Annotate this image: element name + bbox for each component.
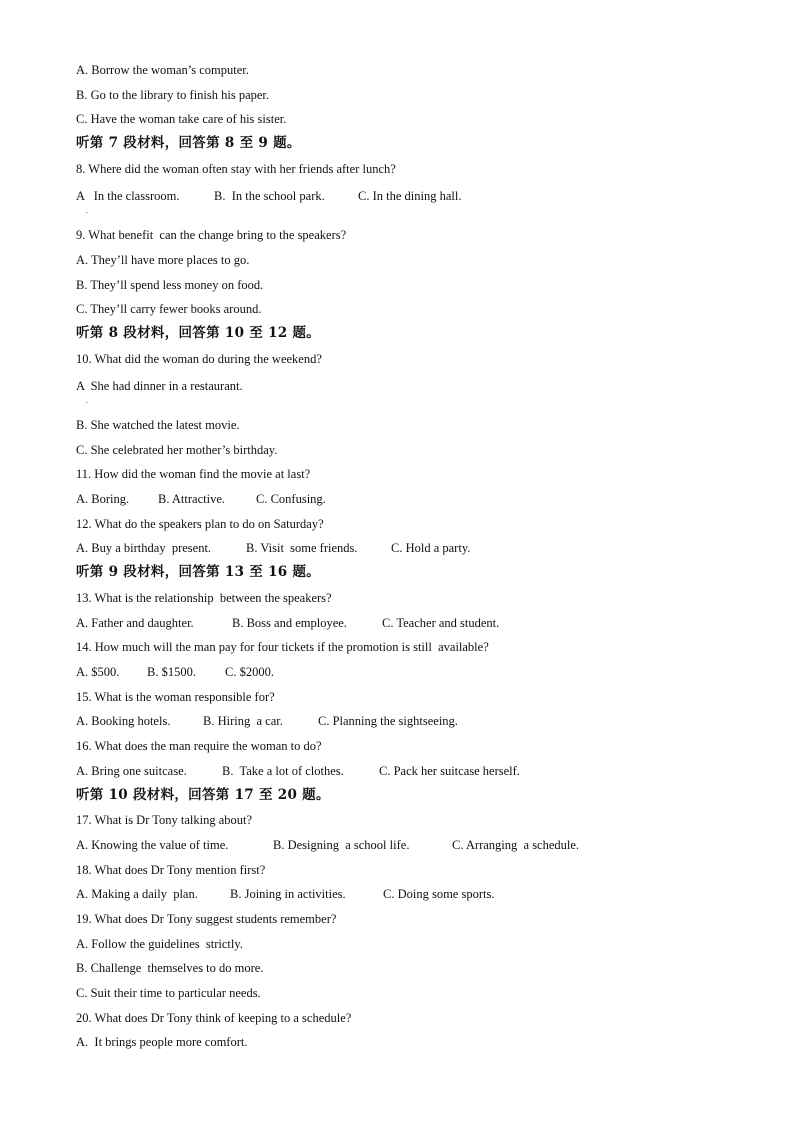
q18-option-c: C. Doing some sports. — [383, 887, 495, 901]
q10-option-a: A She had dinner in a restaurant. — [76, 379, 243, 393]
q13-option-c: C. Teacher and student. — [382, 616, 500, 630]
q8-options — [76, 188, 461, 204]
q14-options — [76, 664, 274, 680]
question-12: 12. What do the speakers plan to do on Saturday? — [76, 517, 324, 531]
q8-option-b: B. In the school park. — [214, 189, 325, 203]
section-heading-7: 听第 7 段材料，回答第 8 至 9 题。 — [76, 135, 301, 151]
q15-options — [76, 713, 458, 729]
q18-option-b: B. Joining in activities. — [230, 887, 346, 901]
q15-option-b: B. Hiring a car. — [203, 714, 283, 728]
q17-options — [76, 837, 579, 853]
question-11: 11. How did the woman find the movie at last? — [76, 467, 311, 481]
q9-option-a: A. They’ll have more places to go. — [76, 253, 250, 267]
q17-option-b: B. Designing a school life. — [273, 838, 410, 852]
q20-option-a: A. It brings people more comfort. — [76, 1035, 248, 1049]
q19-option-b: B. Challenge themselves to do more. — [76, 961, 264, 975]
question-19: 19. What does Dr Tony suggest students remember? — [76, 912, 337, 926]
question-17: 17. What is Dr Tony talking about? — [76, 813, 253, 827]
q10-option-b: B. She watched the latest movie. — [76, 418, 240, 432]
q14-option-a: A. $500. — [76, 665, 120, 679]
q12-option-b: B. Visit some friends. — [246, 541, 358, 555]
question-14: 14. How much will the man pay for four tickets if the promotion is still available? — [76, 640, 489, 654]
q19-option-a: A. Follow the guidelines strictly. — [76, 937, 243, 951]
q17-option-a: A. Knowing the value of time. — [76, 838, 229, 852]
question-18: 18. What does Dr Tony mention first? — [76, 863, 266, 877]
q7-option-c: C. Have the woman take care of his sister. — [76, 112, 287, 126]
q9-option-c: C. They’ll carry fewer books around. — [76, 302, 262, 316]
q18-option-a: A. Making a daily plan. — [76, 887, 198, 901]
question-15: 15. What is the woman responsible for? — [76, 690, 275, 704]
q12-option-a: A. Buy a birthday present. — [76, 541, 212, 555]
q14-option-b: B. $1500. — [147, 665, 196, 679]
question-10: 10. What did the woman do during the weekend? — [76, 352, 322, 366]
q8-option-c: C. In the dining hall. — [358, 189, 462, 203]
stray-mark: . — [86, 206, 88, 215]
q11-options — [76, 491, 326, 507]
q13-option-b: B. Boss and employee. — [232, 616, 347, 630]
section-heading-10: 听第 10 段材料，回答第 17 至 20 题。 — [76, 787, 330, 803]
q15-option-a: A. Booking hotels. — [76, 714, 171, 728]
section-heading-8: 听第 8 段材料，回答第 10 至 12 题。 — [76, 325, 321, 341]
q11-option-a: A. Boring. — [76, 492, 130, 506]
q14-option-c: C. $2000. — [225, 665, 274, 679]
question-20: 20. What does Dr Tony think of keeping to a schedule? — [76, 1011, 352, 1025]
q13-option-a: A. Father and daughter. — [76, 616, 194, 630]
q18-options — [76, 886, 494, 902]
q12-options — [76, 540, 470, 556]
q16-option-c: C. Pack her suitcase herself. — [379, 764, 520, 778]
q16-option-b: B. Take a lot of clothes. — [222, 764, 344, 778]
question-9: 9. What benefit can the change bring to the speakers? — [76, 228, 347, 242]
q11-option-b: B. Attractive. — [158, 492, 225, 506]
question-8: 8. Where did the woman often stay with her friends after lunch? — [76, 162, 396, 176]
q17-option-c: C. Arranging a schedule. — [452, 838, 580, 852]
q15-option-c: C. Planning the sightseeing. — [318, 714, 458, 728]
q10-option-c: C. She celebrated her mother’s birthday. — [76, 443, 278, 457]
q12-option-c: C. Hold a party. — [391, 541, 471, 555]
q19-option-c: C. Suit their time to particular needs. — [76, 986, 261, 1000]
q16-option-a: A. Bring one suitcase. — [76, 764, 187, 778]
q9-option-b: B. They’ll spend less money on food. — [76, 278, 264, 292]
question-13: 13. What is the relationship between the speakers? — [76, 591, 332, 605]
q7-option-b: B. Go to the library to finish his paper. — [76, 88, 270, 102]
q8-option-a: A In the classroom. — [76, 189, 180, 203]
question-16: 16. What does the man require the woman to do? — [76, 739, 322, 753]
section-heading-9: 听第 9 段材料，回答第 13 至 16 题。 — [76, 564, 321, 580]
q7-option-a: A. Borrow the woman’s computer. — [76, 63, 249, 77]
q11-option-c: C. Confusing. — [256, 492, 326, 506]
q16-options — [76, 763, 520, 779]
q13-options — [76, 615, 499, 631]
stray-mark: . — [86, 396, 88, 405]
